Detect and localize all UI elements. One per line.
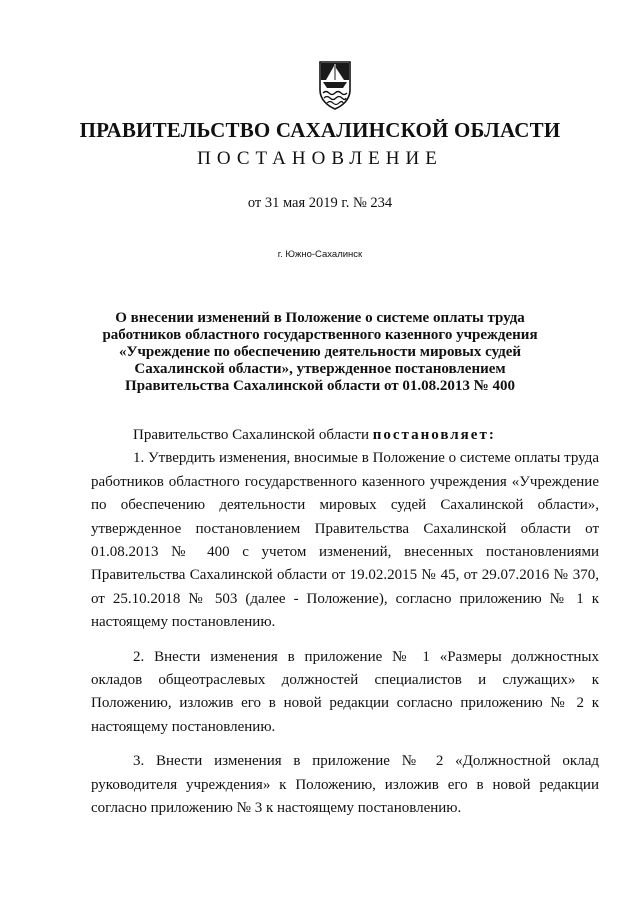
subject-line: работников областного государственного казенного учреждения xyxy=(102,327,538,343)
preamble-text: Правительство Сахалинской области xyxy=(133,427,373,443)
document-type: ПОСТАНОВЛЕНИЕ xyxy=(197,148,443,169)
document-date-number: от 31 мая 2019 г. № 234 xyxy=(247,195,393,211)
paragraph-1: 1. Утвердить изменения, вносимые в Положение о системе оплаты труда работников областного государственного казенного учреждения «Учреждение по обеспечению деятельности мировых судей Сахалинской области», утвержденное постановлением Правительства Сахалинской области от 01.08.2013 № 400 с учетом изменений, внесенных постановлениями Правительства Сахалинской области от 19.02.2015 № 45, от 29.07.2016 № 370, от 25.10.2018 № 503 (далее - Положение), согласно приложению № 1 к настоящему постановлению. xyxy=(91,450,599,631)
subject-line: Правительства Сахалинской области от 01.08.2013 № 400 xyxy=(125,378,515,394)
document-subject xyxy=(100,310,540,395)
preamble xyxy=(91,424,599,447)
government-title: ПРАВИТЕЛЬСТВО САХАЛИНСКОЙ ОБЛАСТИ xyxy=(79,118,561,142)
document-city: г. Южно-Сахалинск xyxy=(277,249,363,260)
sakhalin-coat-of-arms-icon xyxy=(316,60,354,110)
subject-line: «Учреждение по обеспечению деятельности мировых судей xyxy=(118,344,522,360)
paragraph-3: 3. Внести изменения в приложение № 2 «Должностной оклад руководителя учреждения» к Положению, изложив его в новой редакции согласно приложению № 3 к настоящему постановлению. xyxy=(91,753,599,817)
document-body xyxy=(91,424,599,821)
subject-line: Сахалинской области», утвержденное постановлением xyxy=(134,361,506,377)
paragraph-2: 2. Внести изменения в приложение № 1 «Размеры должностных окладов общеотраслевых должностей специалистов и служащих» к Положению, изложив его в новой редакции согласно приложению № 2 к настоящему постановлению. xyxy=(91,648,599,735)
subject-line: О внесении изменений в Положение о системе оплаты труда xyxy=(115,310,525,326)
preamble-keyword: постановляет: xyxy=(372,427,496,443)
